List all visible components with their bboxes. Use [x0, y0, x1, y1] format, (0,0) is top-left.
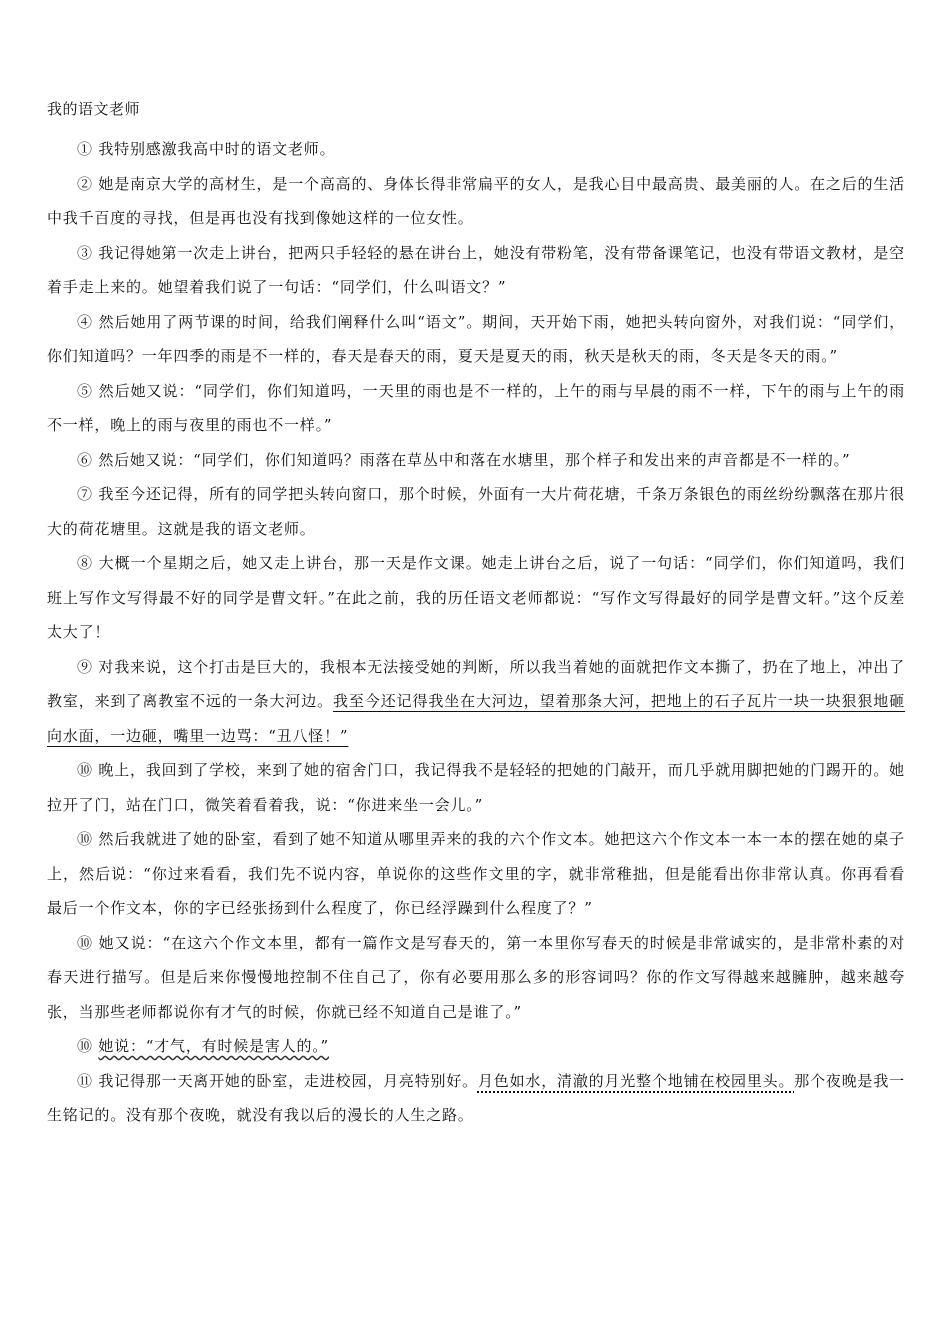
paragraph-5: ⑤ 然后她又说：“同学们，你们知道吗，一天里的雨也是不一样的，上午的雨与早晨的雨不一样，下午的雨与上午的雨不一样，晚上的雨与夜里的雨也不一样。” [47, 381, 905, 434]
article-title: 我的语文老师 [47, 100, 141, 118]
paragraph-3: ③ 我记得她第一次走上讲台，把两只手轻轻的悬在讲台上，她没有带粉笔，没有带备课笔记，也没有带语文教材，是空着手走上来的。她望着我们说了一句话：“同学们，什么叫语文？” [47, 243, 905, 296]
paragraph-14 [47, 1064, 905, 1133]
paragraph-10: ⑩ 晚上，我回到了学校，来到了她的宿舍门口，我记得我不是轻轻的把她的门敲开，而几乎就用脚把她的门踢开的。她拉开了门，站在门口，微笑着看着我，说：“你进来坐一会儿。” [47, 761, 905, 814]
paragraph-13 [47, 1029, 905, 1064]
paragraph-4: ④ 然后她用了两节课的时间，给我们阐释什么叫“语文”。期间，天开始下雨，她把头转向窗外，对我们说：“同学们，你们知道吗？一年四季的雨是不一样的，春天是春天的雨，夏天是夏天的雨，秋天是秋天的雨，冬天是冬天的雨。” [47, 312, 905, 365]
paragraph-9-text: ⑨ 对我来说，这个打击是巨大的，我根本无法接受她的判断，所以我当着她的面就把作文本撕了，扔在了地上，冲出了教室，来到了离教室不远的一条大河边。 [47, 657, 905, 710]
paragraph-7: ⑦ 我至今还记得，所有的同学把头转向窗口，那个时候，外面有一大片荷花塘，千条万条银色的雨丝纷纷飘落在那片很大的荷花塘里。这就是我的语文老师。 [47, 485, 905, 538]
paragraph-2: ② 她是南京大学的高材生，是一个高高的、身体长得非常扁平的女人，是我心目中最高贵、最美丽的人。在之后的生活中我千百度的寻找，但是再也没有找到像她这样的一位女性。 [47, 174, 905, 227]
paragraph-6: ⑥ 然后她又说：“同学们，你们知道吗？雨落在草丛中和落在水塘里，那个样子和发出来的声音都是不一样的。” [77, 450, 851, 469]
paragraph-8: ⑧ 大概一个星期之后，她又走上讲台，那一天是作文课。她走上讲台之后，说了一句话：“同学们，你们知道吗，我们班上写作文写得最不好的同学是曹文轩。”在此之前，我的历任语文老师都说：“写作文写得最好的同学是曹文轩。”这个反差太大了！ [47, 554, 905, 641]
paragraph-11: ⑩ 然后我就进了她的卧室，看到了她不知道从哪里弄来的我的六个作文本。她把这六个作文本一本一本的摆在她的桌子上，然后说：“你过来看看，我们先不说内容，单说你的这些作文里的字，就非常稚拙，但是能看出你非常认真。你再看看最后一个作文本，你的字已经张扬到什么程度了，你已经浮躁到什么程度了？” [47, 830, 905, 917]
paragraph-1: ① 我特别感激我高中时的语文老师。 [77, 140, 336, 158]
paragraph-9 [47, 650, 905, 754]
paragraph-14-text-a: ⑪ 我记得那一天离开她的卧室，走进校园，月亮特别好。 [77, 1071, 478, 1090]
document-page [47, 98, 905, 1133]
paragraph-13-number: ⑩ [77, 1037, 99, 1055]
paragraph-14-text-b: 那个夜晚是我一生铭记的。没有那个夜晚，就没有我以后的漫长的人生之路。 [47, 1071, 905, 1124]
paragraph-12: ⑩ 她又说：“在这六个作文本里，都有一篇作文是写春天的，第一本里你写春天的时候是非常诚实的，是非常朴素的对春天进行描写。但是后来你慢慢地控制不住自己了，你有必要用那么多的形容词吗？你的作文写得越来越臃肿，越来越夸张，当那些老师都说你有才气的时候，你就已经不知道自己是谁了。” [47, 933, 905, 1021]
dotted-underlined-sentence: 月色如水，清澈的月光整个地铺在校园里头。 [477, 1071, 795, 1090]
wavy-underlined-quote: 她说：“才气，有时候是害人的。” [98, 1037, 330, 1055]
underlined-sentence: 我至今还记得我坐在大河边，望着那条大河，把地上的石子瓦片一块一块狠狠地砸向水面，一边砸，嘴里一边骂：“丑八怪！” [47, 692, 905, 745]
